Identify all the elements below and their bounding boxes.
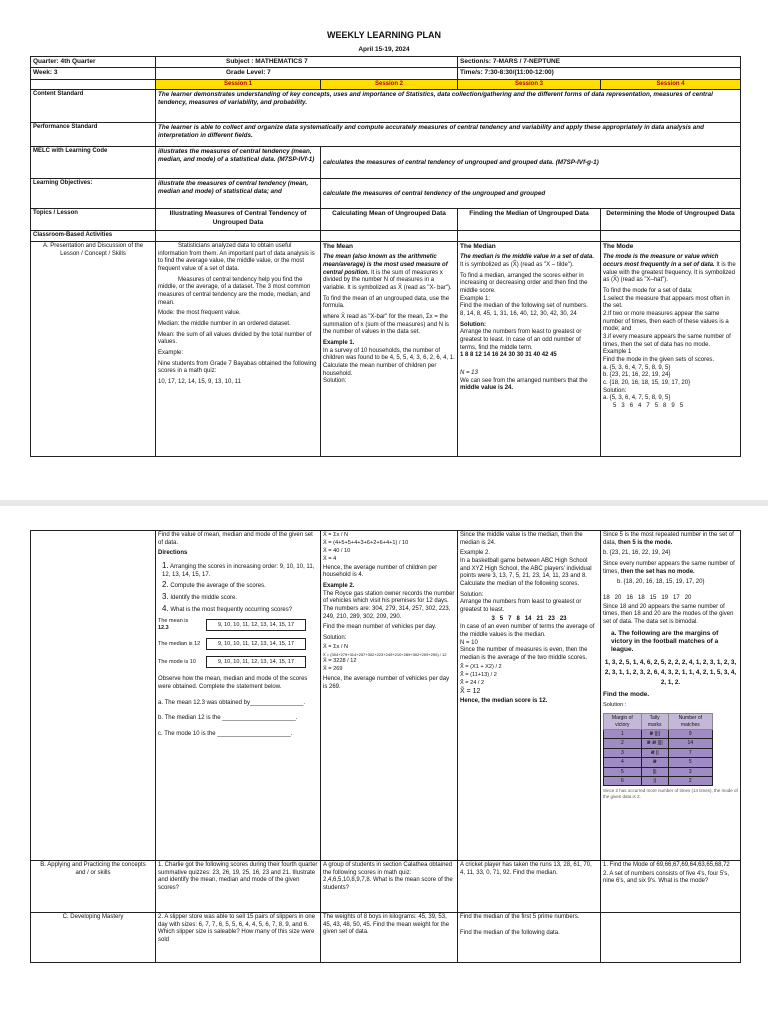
p2-s2-g4: X̄ = 269 (323, 666, 343, 673)
mastery-s3-1: Find the median of the first 5 prime numbers. (460, 914, 580, 920)
p2-s3-m2: X̃ = (11+13) / 2 (460, 671, 497, 678)
s1-median: Median: the middle number in an ordered dataset. (158, 321, 291, 328)
s3-see: We can see from the arranged numbers that the (460, 377, 588, 384)
tally-row (604, 767, 713, 776)
p2-s1-a: a. The mean 12.3 was obtained by________________. (158, 699, 306, 706)
s3-to-find: To find a median, arranged the scores either in increasing or decreasing order and then find the middle score. (460, 272, 588, 294)
s2-def-bold: The mean (also known as the arithmetic mean/average) is the most used measure of central position. (323, 254, 448, 276)
p2-s4-since18: Since 18 and 20 appears the same number of times, then 18 and 20 are the modes of the given set of data. The data set is bimodal. (603, 603, 734, 626)
s4-def-rest: It is the value with the greatest frequency. It is symbolized as (X̂) (read as "X–hat"). (603, 261, 736, 284)
p1-session-1 (156, 241, 321, 456)
topic-4: Determining the Mode of Ungrouped Data (601, 209, 741, 231)
p2-s4-since5: Since 5 is the most repeated number in the set of data, (603, 532, 734, 546)
melc-row (31, 147, 741, 179)
mean-figure (158, 618, 318, 632)
p2-s2-f4: X̄ = 4 (323, 556, 337, 563)
tally-row (604, 730, 713, 739)
session-blank (31, 79, 156, 90)
s4-b: b. {23, 21, 16, 22, 19, 24} (603, 372, 671, 379)
mastery-s2: The weights of 8 boys in kilograms: 45, 39, 53, 45, 43, 48, 50, 45. Find the mean weight for the given set of data. (321, 913, 458, 963)
p2-s2-f1: X̄ = Σx / N (323, 532, 349, 538)
p2-s1-d4: What is the most frequently occurring scores? (170, 606, 293, 613)
session-2-header: Session 2 (321, 79, 458, 90)
apply-s4-1: 1. Find the Mode of 69,66,67,69,64,63,65,68,72 (603, 862, 730, 868)
time: Time/s: 7:30-8:30/(11:00-12:00) (458, 68, 741, 79)
p2-s1-d1: Arranging the scores in increasing order: 9, 10, 10, 11, 12, 13, 14, 15, 17. (162, 564, 315, 578)
subject: Subject : MATHEMATICS 7 (156, 57, 458, 68)
p2-s4-every: Since every number appears the same number of times, (603, 561, 735, 575)
p2-session-2 (321, 531, 458, 861)
melc-1: illustrates the measures of central tendency (mean, median, and mode) of a statistical data. (M7SP-IVf-1) (156, 147, 321, 179)
p2-s4-b: b. {23, 21, 16, 22, 19, 24} (603, 550, 671, 557)
mastery-s3-2: Find the median of the following data. (460, 929, 560, 936)
tally-note: Since 2 has occurred more number of times (14 times), the mode of the given data is 2. (603, 788, 738, 800)
p2-blank-label (31, 531, 156, 861)
classroom-row (31, 231, 741, 242)
mean-label: The mean is (158, 618, 189, 625)
s4-find: Find the mode in the given sets of scores. (603, 357, 715, 364)
p2-s4-a-bold: a. The following are the margins of victory in the football matches of a league. (611, 629, 719, 654)
grade-level: Grade Level: 7 (156, 68, 458, 79)
tally-cell: 2 (668, 777, 712, 786)
p2-s1-find: Find the value of mean, median and mode of the given set of data. (158, 532, 313, 546)
plan-date: April 15-19, 2024 (358, 46, 410, 53)
p2-s4-c-row: 18 20 16 18 15 19 17 20 (603, 595, 692, 602)
topic-1: Illustrating Measures of Central Tendency of Ungrouped Data (156, 209, 321, 231)
header-row-1 (31, 57, 741, 68)
p2-s4-since5-bold: then 5 is the mode. (618, 539, 673, 546)
tally-cell: 𝍸 (641, 758, 668, 767)
p2-s3-n: N = 10 (460, 639, 478, 646)
p2-s2-g1: X̄ = Σx / N (323, 643, 349, 650)
p1-session-2 (321, 241, 458, 456)
s3-numbers: 8, 14, 8, 45, 1, 31, 16, 40, 12, 30, 42, 30, 24 (460, 310, 577, 317)
s4-sol-row: 5 3 6 4 7 5 8 9 5 (613, 403, 684, 410)
p2-session-3 (458, 531, 601, 861)
s3-solution: Solution: (460, 321, 487, 328)
tally-row (604, 758, 713, 767)
section: Section/s: 7-MARS / 7-NEPTUNE (458, 57, 741, 68)
page-2 (0, 506, 768, 1024)
melc-2: calculates the measures of central tendency of ungrouped and grouped data. (M7SP-IVf-g-1) (321, 147, 741, 179)
s4-to-find: To find the mode for a set of data: (603, 287, 693, 294)
p2-presentation-row (31, 531, 741, 861)
p2-s3-even: In case of an even number of terms the average of the middle values is the median. (460, 624, 595, 639)
s4-a: a. {5, 3, 6, 4, 7, 5, 8, 9, 5} (603, 364, 671, 371)
p2-s1-d2: Compute the average of the scores. (170, 583, 266, 590)
tally-cell: 1 (604, 730, 642, 739)
apply-s3: A cricket player has taken the runs 13, 28, 61, 70, 4, 11, 33, 0, 71, 92. Find the median. (458, 861, 601, 913)
s4-solution: Solution: (603, 387, 627, 394)
median-box: 9, 10, 10, 11, 12, 13, 14, 15, 17 (206, 638, 306, 650)
page-1 (0, 0, 768, 500)
p2-s3-since2: Since the number of measures is even, then the median is the average of the two middle scores. (460, 647, 588, 662)
p2-s4-c: b. {18, 20, 16, 18, 15, 19, 17, 20} (617, 579, 705, 586)
s3-n: N = 13 (460, 370, 478, 377)
p1-session-4 (601, 241, 741, 456)
s3-heading: The Median (460, 242, 496, 250)
tally-cell: 7 (668, 748, 712, 757)
median-label: The median is 12 (158, 640, 201, 647)
s3-example-label: Example 1: (460, 295, 491, 302)
tally-cell: 3 (668, 767, 712, 776)
mode-figure (158, 656, 318, 668)
session-1-header: Session 1 (156, 79, 321, 90)
tally-cell: 𝍸 |||| (641, 730, 668, 739)
tally-cell: 2 (604, 739, 642, 748)
s3-sorted: 1 8 8 12 14 16 24 30 30 31 40 42 45 (460, 352, 557, 359)
topics-row (31, 209, 741, 231)
s3-arrange: Arrange the numbers from least to greatest or greatest to least. In case of an odd number of terms, find the middle term. (460, 329, 582, 351)
p2-s4-sol: Solution : (603, 702, 627, 709)
p2-s2-hence: Hence, the average number of children per household is 4. (323, 564, 438, 579)
s4-step2: 2.If two or more measures appear the same number of times, then each of these values is a mode; and (603, 310, 729, 333)
tally-header-tally: Tally marks (641, 714, 668, 730)
tally-table (603, 713, 713, 786)
p2-s3-m1: X̃ = (X1 + X2) / 2 (460, 663, 502, 670)
content-standard-text: The learner demonstrates understanding of key concepts, uses and importance of Statistics, data collection/gathering and the different forms of data representation, measures of central tendency, measures of variability, and probability. (156, 90, 741, 123)
s4-sol-a: a. {5, 3, 6, 4, 7, 5, 8, 9, 5} (603, 395, 671, 402)
mode-box: 9, 10, 10, 11, 12, 13, 14, 15, 17 (206, 656, 306, 668)
applying-row (31, 861, 741, 913)
p2-s3-m4: X̃ = 12 (460, 688, 481, 696)
s1-intro: Statisticians analyzed data to obtain useful information from them. An important part of data analysis is to find the average value, the middle value, or the most frequent value of a set of data. (158, 242, 315, 272)
p2-s3-solution: Solution: (460, 591, 484, 598)
plan-table-2 (30, 530, 741, 963)
plan-table-1 (30, 56, 741, 457)
p2-session-4 (601, 531, 741, 861)
s1-scores: 10, 17, 12, 14, 15, 9, 13, 10, 11 (158, 379, 241, 386)
s2-to-find: To find the mean of an ungrouped data, use the formula. (323, 295, 450, 310)
tally-row (604, 777, 713, 786)
content-standard-row (31, 90, 741, 123)
s1-mean: Mean: the sum of all values divided by the total number of values. (158, 331, 312, 346)
week: Week: 3 (31, 68, 156, 79)
apply-s4 (601, 861, 741, 913)
s4-def-bold: The mode is the measure or value which occurs most frequently in a set of data. (603, 254, 719, 268)
p2-s3-m3: X̃ = 24 / 2 (460, 680, 485, 687)
tally-cell: 5 (668, 758, 712, 767)
p2-s2-g3: X̄ = 3228 / 12 (323, 657, 357, 664)
tally-cell: 6 (604, 777, 642, 786)
p2-s4-every-bold: then the set has no mode. (620, 568, 695, 575)
objective-2: calculate the measures of central tendency of the ungrouped and grouped (321, 179, 741, 209)
mean-value: 12.3 (158, 625, 169, 632)
s1-mode: Mode: the most frequent value. (158, 310, 241, 317)
objective-1: illustrate the measures of central tendency (mean, median and mode) of statistical data; and (156, 179, 321, 209)
tally-cell: ||| (641, 767, 668, 776)
p2-s2-hence2: Hence, the average number of vehicles per day is 269. (323, 676, 450, 690)
performance-standard-label: Performance Standard (31, 123, 156, 147)
apply-s1: 1. Charlie got the following scores during their fourth quarter summative quizzes: 23, 26, 19, 25, 16, 23 and 21. Illustrate and identify the mean, median and mode of the given scores? (156, 861, 321, 913)
s4-step3: 3.if every measure appears the same number of times, then the set of data has no mode. (603, 334, 731, 348)
tally-row (604, 748, 713, 757)
s3-def-rest: It is symbolized as (X̃) (read as "X – tilde"). (460, 261, 574, 268)
s4-heading: The Mode (603, 242, 634, 250)
tally-row (604, 739, 713, 748)
p2-s1-observe: Observe how the mean, median and mode of the scores were obtained. Complete the statement below. (158, 676, 308, 691)
p2-s2-find: Find the mean number of vehicles per day. (323, 624, 437, 631)
tally-header-margin: Margin of victory (604, 714, 642, 730)
classroom-label: Classroom-Based Activities (31, 231, 156, 242)
s3-example: Find the median of the following set of numbers. (460, 303, 588, 310)
apply-s4-2: 2. A set of numbers consists of five 4's, four 5's, nine 6's, and six 9's. What is the mode? (603, 870, 730, 885)
p1-session-3 (458, 241, 601, 456)
mean-box: 9, 10, 10, 11, 12, 13, 14, 15, 17 (206, 619, 306, 631)
header-row-2 (31, 68, 741, 79)
p2-s2-g2: X̄ = (304+279+314+257+302+223+249+210+289+302+209+290) / 12 (323, 651, 447, 657)
s3-see-bold: middle value is 24. (460, 385, 514, 392)
tally-header-count: Number of matches (668, 714, 712, 730)
p2-s2-ex2-label: Example 2. (323, 582, 355, 589)
tally-cell: 𝍸 𝍸 |||| (641, 739, 668, 748)
quarter: Quarter: 4th Quarter (31, 57, 156, 68)
s1-example: Example: (158, 350, 184, 357)
tally-cell: 𝍸 || (641, 748, 668, 757)
s4-c: c. {18, 20, 16, 18, 15, 19, 17, 20} (603, 380, 691, 387)
applying-label: B. Applying and Practicing the concepts and / or skills (31, 861, 156, 913)
mastery-s1: 2. A slipper store was able to sell 15 pairs of slippers in one day with sizes: 6, 7, 7, 6, 5, 5, 6, 4, 4, 5, 6, 7, 8, 9, and 6. Which slipper size is saleable? How many of this size were sold (156, 913, 321, 963)
presentation-label: A. Presentation and Discussion of the Lesson / Concept / Skills (31, 241, 156, 456)
s2-example: In a survey of 10 households, the number of children was found to be 4, 5, 5, 4, 3, 6, 2, 6, 4, 1. Calculate the mean number of children per household. (323, 347, 455, 377)
p2-s4-find-mode: Find the mode. (603, 690, 650, 698)
mastery-s4 (601, 913, 741, 963)
s4-step1: 1.select the measure that appears most often in the set. (603, 295, 730, 310)
p2-s2-f3: X̄ = 40 / 10 (323, 548, 351, 555)
s2-solution: Solution: (323, 378, 347, 385)
p2-s2-solution: Solution: (323, 635, 347, 641)
mastery-s3 (458, 913, 601, 963)
mode-label: The mode is 10 (158, 658, 196, 665)
tally-header-row (604, 714, 713, 730)
mastery-row (31, 913, 741, 963)
tally-cell: 14 (668, 739, 712, 748)
topics-label: Topics / Lesson (31, 209, 156, 231)
session-row (31, 79, 741, 90)
s2-def-rest: It is the sum of measures x divided by the number N of measures in a variable. It is symbolized as X̄ (read as "X- bar"). (323, 269, 452, 291)
p2-s3-hence: Hence, the median score is 12. (460, 698, 548, 705)
s2-heading: The Mean (323, 242, 353, 250)
presentation-row (31, 241, 741, 456)
p2-s2-f2: X̄ = (4+5+5+4+3+6+2+6+4+1) / 10 (323, 540, 409, 547)
p2-s1-d3: Identify the middle score. (170, 595, 238, 602)
session-4-header: Session 4 (601, 79, 741, 90)
p2-s3-since: Since the middle value is the median, then the median is 24. (460, 532, 583, 546)
p2-s4-margins: 1, 3, 2, 5, 1, 4, 6, 2, 5, 2, 2, 2, 4, 1, 2, 3, 1, 2, 3, 2, 3, 1, 1, 2, 3, 2, 6, 4, 3, 2, 1, 1, 4, 2, 1, 5, 3, 4, 2, 1, 2. (604, 658, 737, 686)
tally-cell: 5 (604, 767, 642, 776)
mastery-label: C. Developing Mastery (31, 913, 156, 963)
p2-s3-sorted: 3 5 7 8 14 21 23 23 (491, 615, 567, 622)
p2-s1-directions: Directions (158, 550, 188, 557)
p2-s3-ex2-label: Example 2. (460, 550, 491, 557)
s2-example-label: Example 1. (323, 340, 355, 346)
p2-s1-b: b. The median 12 is the ______________________. (158, 715, 298, 722)
plan-title: WEEKLY LEARNING PLAN (326, 30, 441, 40)
content-standard-label: Content Standard (31, 90, 156, 123)
tally-cell: 3 (604, 748, 642, 757)
p2-s3-arrange: Arrange the numbers from least to greatest or greatest to least. (460, 599, 582, 614)
p2-s3-ex2: In a basketball game between ABC High School and XYZ High School, the ABC players' individual points were 3, 13, 7, 5, 21, 23, 14, 11, 23 and 8. Calculate the median of the following scores. (460, 558, 592, 588)
s1-measures: Measures of central tendency help you find the middle, or the average, of a dataset. The 3 most common measures of central tendency are the mode, median, and mean. (158, 276, 311, 306)
objectives-row (31, 179, 741, 209)
s3-def-bold: The median is the middle value in a set of data. (460, 254, 595, 261)
tally-cell: 9 (668, 730, 712, 739)
s2-where: where X̄ read as "X-bar" for the mean, Σx = the summation of x (sum of the measures) and N is the number of values in the data set. (323, 313, 450, 336)
topic-3: Finding the Median of Ungrouped Data (458, 209, 601, 231)
median-figure (158, 638, 318, 650)
p2-s2-ex2: The Royce gas station owner records the number of vehicles which visit his premises for 12 days. The numbers are: 304, 279, 314, 257, 302, 223, 249, 210, 289, 302, 209, 290. (323, 590, 455, 620)
melc-label: MELC with Learning Code (31, 147, 156, 179)
s1-nine: Nine students from Grade 7 Bayabas obtained the following scores in a math quiz: (158, 360, 317, 375)
performance-standard-row (31, 123, 741, 147)
performance-standard-text: The learner is able to collect and organize data systematically and compute accurately measures of central tendency and variability and apply these appropriately in data analysis and interpretation in different fields. (156, 123, 741, 147)
p2-s1-c: c. The mode 10 is the ______________________. (158, 731, 293, 738)
p2-session-1: Find the value of mean, median and mode of the given set of data. Directions 1. Arranging the scores in increasing order: 9, 10, 10, 11, 12, 13, 14, 15, 17. 2. Compute the average of the scores. 3. Identify the middle score. 4. What is the most frequently occurring scores? The mean is 12.3 9, 10, 10, 11, 12, 13, 14, 15, 17 The median is 12 9, 10, 10, 11, 12, 13, 14, 15, 17 The mode is 10 9, 10, 10, 11, 12, 13, 14, 15, 17 Observe how the mean, median and mode of the scores were obtained. Complete the statement below. a. The mean 12.3 was obtained by________________. b. The median 12 is the ______________________. c. The mode 10 is the ______________________. (156, 531, 321, 861)
session-3-header: Session 3 (458, 79, 601, 90)
apply-s2: A group of students in section Calathea obtained the following scores in math quiz: 2,4,6,5,10,8,9,7,8. What is the mean score of the students? (321, 861, 458, 913)
s4-example-label: Example 1 (603, 349, 632, 356)
topic-2: Calculating Mean of Ungrouped Data (321, 209, 458, 231)
tally-cell: || (641, 777, 668, 786)
objectives-label: Learning Objectives: (31, 179, 156, 209)
tally-cell: 4 (604, 758, 642, 767)
